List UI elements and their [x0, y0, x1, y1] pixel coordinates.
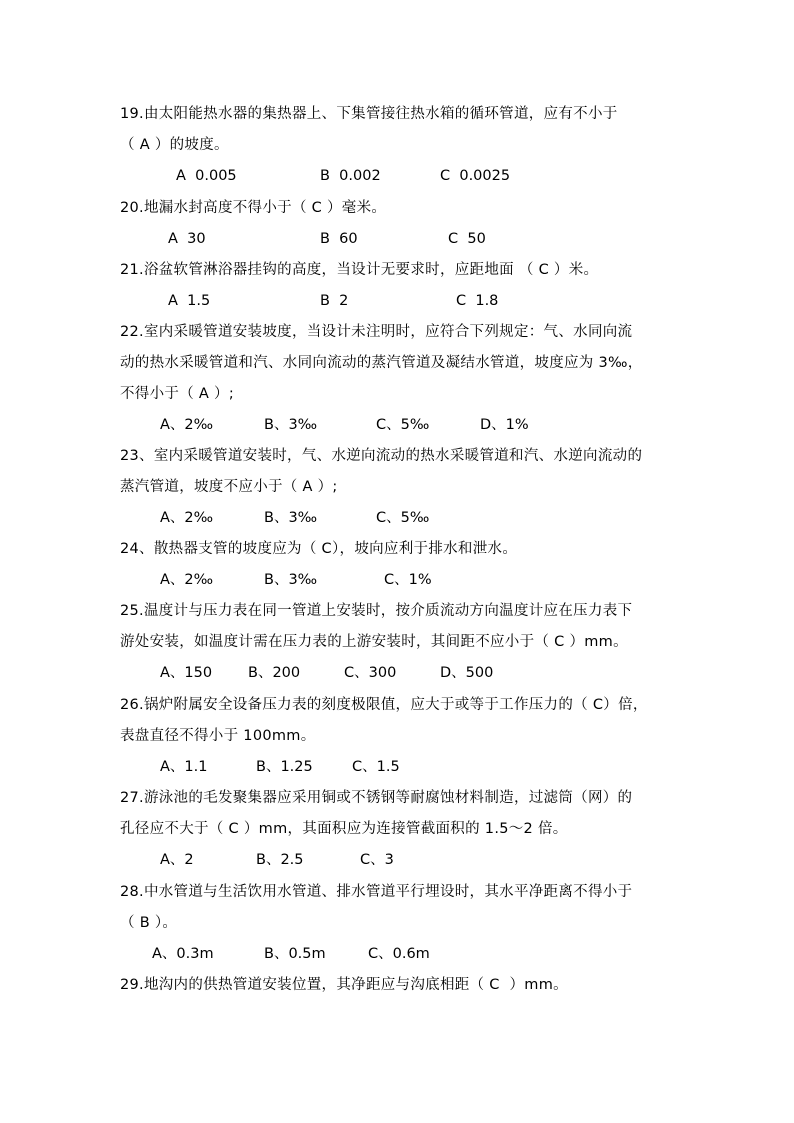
question-23-line-2: 蒸汽管道，坡度不应小于（ A ）;: [120, 479, 338, 495]
question-25-option-b: B、200: [248, 665, 301, 681]
question-27-option-b: B、2.5: [256, 852, 304, 868]
question-28-line-2: （ B ）。: [120, 915, 178, 931]
question-22-line-3: 不得小于（ A ）;: [120, 386, 235, 402]
question-26-line-1: 26.锅炉附属安全设备压力表的刻度极限值，应大于或等于工作压力的（ C）倍，: [120, 697, 648, 713]
question-19-option-b: B 0.002: [320, 168, 381, 184]
question-21-option-b: B 2: [320, 293, 349, 309]
question-23-option-b: B、3‰: [264, 510, 318, 526]
question-26-option-b: B、1.25: [256, 759, 313, 775]
question-19-option-c: C 0.0025: [440, 168, 511, 184]
question-23-option-c: C、5‰: [376, 510, 430, 526]
question-25-line-2: 游处安装，如温度计需在压力表的上游安装时，其间距不应小于（ C ）mm。: [120, 634, 628, 650]
question-23-option-a: A、2‰: [160, 510, 214, 526]
question-27-line-1: 27.游泳池的毛发聚集器应采用铜或不锈钢等耐腐蚀材料制造，过滤筒（网）的: [120, 790, 633, 806]
question-25-line-1: 25.温度计与压力表在同一管道上安装时，按介质流动方向温度计应在压力表下: [120, 603, 633, 619]
question-19-option-a: A 0.005: [176, 168, 237, 184]
question-28-option-a: A、0.3m: [152, 946, 214, 962]
question-22-option-a: A、2‰: [160, 417, 214, 433]
question-20-option-c: C 50: [448, 231, 486, 247]
question-21-option-a: A 1.5: [168, 293, 211, 309]
question-25-option-d: D、500: [440, 665, 494, 681]
question-24-option-c: C、1%: [384, 572, 432, 588]
question-28-option-b: B、0.5m: [264, 946, 326, 962]
question-20-option-a: A 30: [168, 231, 206, 247]
question-27-line-2: 孔径应不大于（ C ）mm，其面积应为连接管截面积的 1.5～2 倍。: [120, 821, 568, 837]
question-28-option-c: C、0.6m: [368, 946, 430, 962]
question-24-option-b: B、3‰: [264, 572, 318, 588]
question-22-option-b: B、3‰: [264, 417, 318, 433]
question-20-option-b: B 60: [320, 231, 358, 247]
question-23-line-1: 23、室内采暖管道安装时，气、水逆向流动的热水采暖管道和汽、水逆向流动的: [120, 448, 643, 464]
question-27-option-c: C、3: [360, 852, 394, 868]
question-24-option-a: A、2‰: [160, 572, 214, 588]
question-22-line-2: 动的热水采暖管道和汽、水同向流动的蒸汽管道及凝结水管道，坡度应为 3‰，: [120, 355, 643, 371]
question-19-line-1: 19.由太阳能热水器的集热器上、下集管接往热水箱的循环管道，应有不小于: [120, 106, 618, 122]
question-26-line-2: 表盘直径不得小于 100mm。: [120, 728, 316, 744]
question-21-line-1: 21.浴盆软管淋浴器挂钩的高度，当设计无要求时，应距地面 （ C ）米。: [120, 262, 599, 278]
question-29-line-1: 29.地沟内的供热管道安装位置，其净距应与沟底相距（ C ）mm。: [120, 977, 568, 993]
question-26-option-c: C、1.5: [352, 759, 400, 775]
question-26-option-a: A、1.1: [160, 759, 208, 775]
question-25-option-a: A、150: [160, 665, 213, 681]
question-28-line-1: 28.中水管道与生活饮用水管道、排水管道平行埋设时，其水平净距离不得小于: [120, 884, 633, 900]
question-25-option-c: C、300: [344, 665, 397, 681]
question-22-option-c: C、5‰: [376, 417, 430, 433]
question-20-line-1: 20.地漏水封高度不得小于（ C ）毫米。: [120, 200, 387, 216]
question-22-option-d: D、1%: [480, 417, 529, 433]
question-24-line-1: 24、散热器支管的坡度应为（ C），坡向应利于排水和泄水。: [120, 541, 518, 557]
question-21-option-c: C 1.8: [456, 293, 499, 309]
question-22-line-1: 22.室内采暖管道安装坡度，当设计未注明时，应符合下列规定：气、水同向流: [120, 324, 633, 340]
question-19-line-2: （ A ）的坡度。: [120, 137, 229, 153]
question-27-option-a: A、2: [160, 852, 194, 868]
